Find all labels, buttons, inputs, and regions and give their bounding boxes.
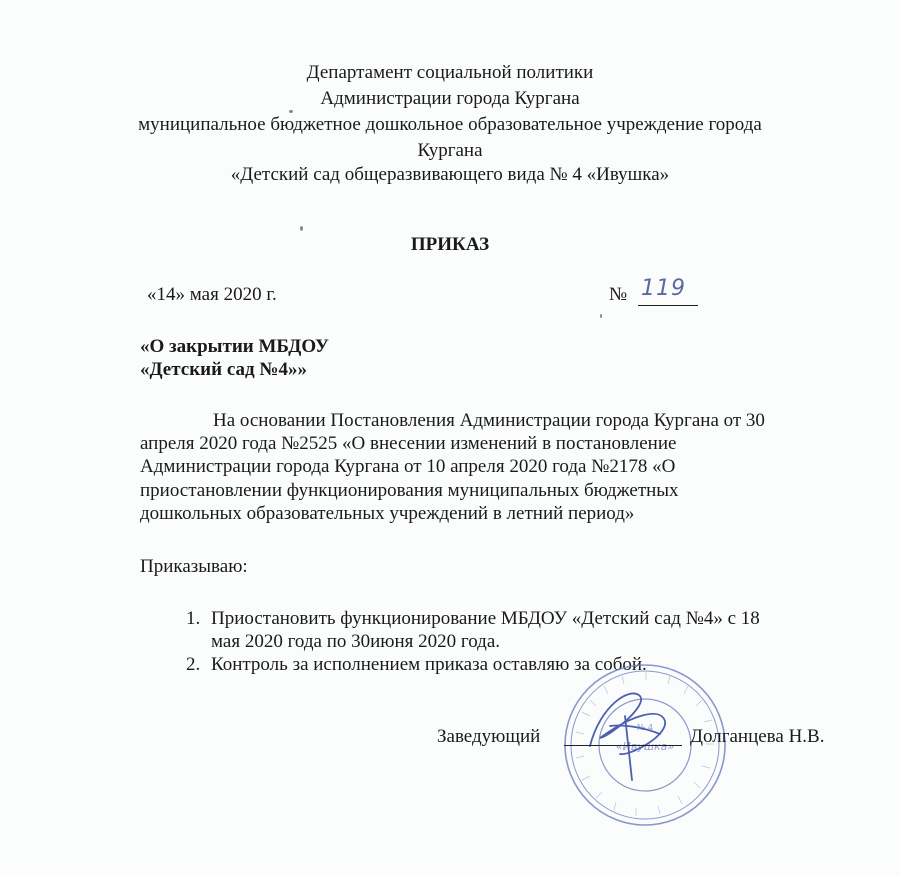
body-paragraph-line-3: Администрации города Кургана от 10 апреля 2020 года №2178 «О (140, 456, 676, 477)
stamp-number-text: № 4 (637, 723, 653, 732)
scan-speck (300, 226, 303, 231)
signatory-position: Заведующий (437, 726, 541, 747)
header-city: Кургана (417, 140, 483, 161)
order-number-underline (638, 305, 698, 306)
scan-speck (600, 314, 602, 318)
order-date: «14» мая 2020 г. (147, 284, 277, 305)
list-item-1-line-1: Приостановить функционирование МБДОУ «Детский сад №4» с 18 (211, 608, 760, 629)
header-administration: Администрации города Кургана (320, 88, 580, 109)
header-department: Департамент социальной политики (306, 62, 594, 83)
signature-underline (564, 745, 682, 746)
body-paragraph-line-4: приостановлении функционирования муниципальных бюджетных (140, 480, 679, 501)
body-paragraph-line-5: дошкольных образовательных учреждений в летний период» (140, 503, 635, 524)
signature-mark (570, 676, 690, 786)
order-number-label: № (609, 284, 628, 305)
body-paragraph-line-1: На основании Постановления Администрации города Кургана от 30 (213, 410, 765, 431)
list-item-number: 1. (186, 608, 201, 629)
order-command: Приказываю: (140, 556, 248, 577)
list-item-1-line-2: мая 2020 года по 30июня 2020 года. (211, 631, 500, 652)
signatory-name: Долганцева Н.В. (690, 726, 825, 747)
order-subject-line-1: «О закрытии МБДОУ (140, 336, 329, 357)
order-subject-line-2: «Детский сад №4»» (140, 359, 307, 380)
stamp-center-text: «Ивушка» (615, 740, 675, 753)
header-kindergarten: «Детский сад общеразвивающего вида № 4 «Ивушка» (230, 164, 670, 185)
document-title: ПРИКАЗ (410, 234, 490, 255)
list-item-number: 2. (186, 654, 201, 675)
body-paragraph-line-2: апреля 2020 года №2525 «О внесении изменений в постановление (140, 433, 677, 454)
list-item-2-line-1: Контроль за исполнением приказа оставляю за собой. (211, 654, 647, 675)
order-number-handwritten: 119 (641, 276, 686, 301)
scan-speck (289, 110, 293, 113)
header-institution: муниципальное бюджетное дошкольное образовательное учреждение города (138, 114, 762, 135)
